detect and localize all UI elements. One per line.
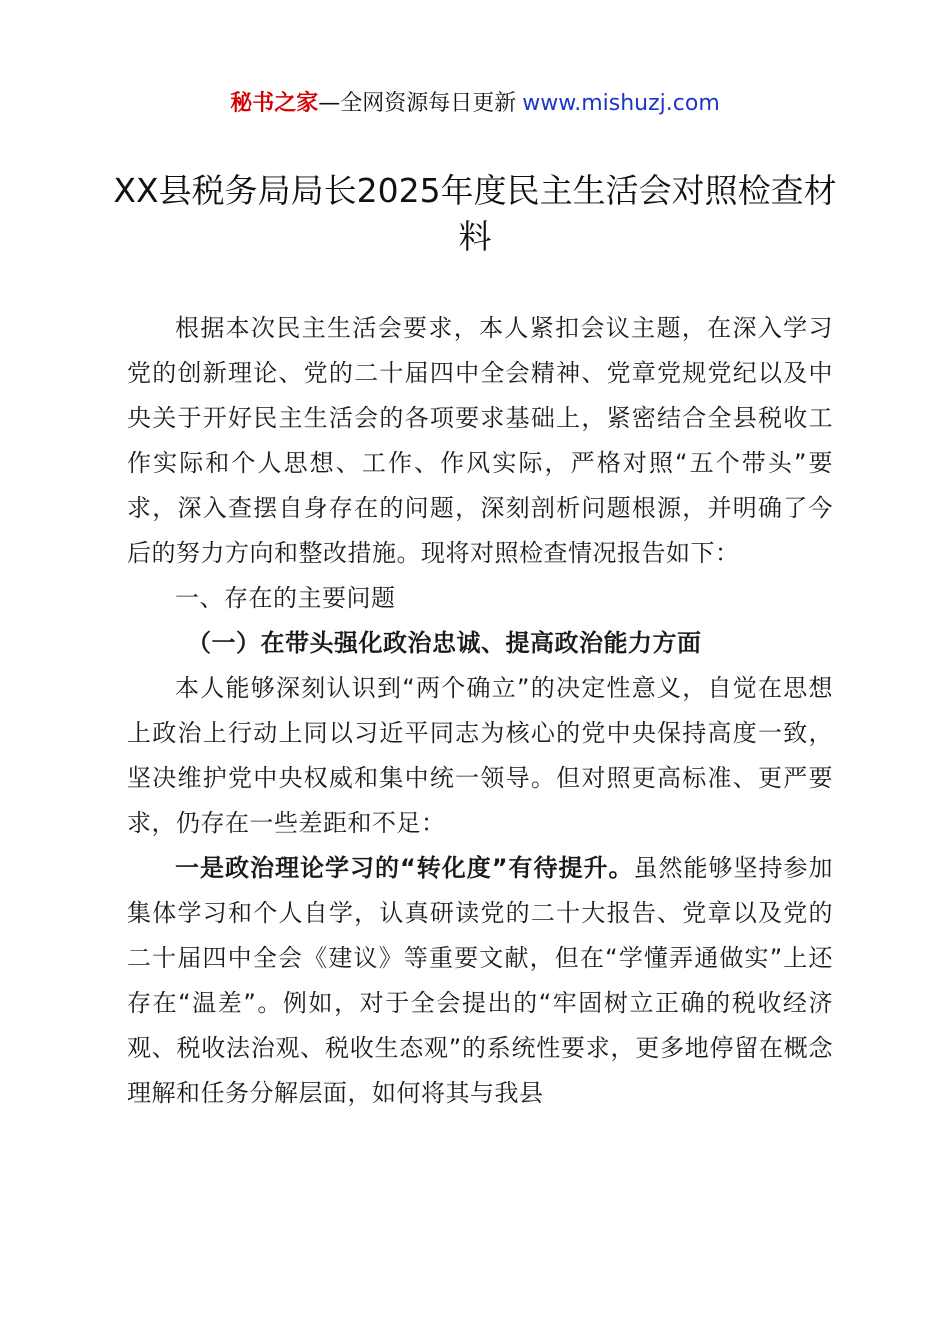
brand-name: 秘书之家	[230, 91, 319, 116]
point-paragraph	[127, 846, 833, 1116]
section-heading: 一、存在的主要问题	[175, 584, 396, 612]
document-body	[127, 306, 833, 1116]
intro-paragraph: 根据本次民主生活会要求，本人紧扣会议主题，在深入学习党的创新理论、党的二十届四中全会精神、党章党规党纪以及中央关于开好民主生活会的各项要求基础上，紧密结合全县税收工作实际和个人思想、工作、作风实际，严格对照“五个带头”要求，深入查摆自身存在的问题，深刻剖析问题根源，并明确了今后的努力方向和整改措施。现将对照检查情况报告如下：	[127, 314, 833, 567]
site-header	[0, 88, 950, 120]
site-url-link[interactable]: www.mishuzj.com	[522, 91, 720, 116]
point-text: 虽然能够坚持参加集体学习和个人自学，认真研读党的二十大报告、党章以及党的二十届四中全会《建议》等重要文献，但在“学懂弄通做实”上还存在“温差”。例如，对于全会提出的“牢固树立正确的税收经济观、税收法治观、税收生态观”的系统性要求，更多地停留在概念理解和任务分解层面，如何将其与我县	[127, 854, 834, 1107]
point-lead: 一是政治理论学习的“转化度”有待提升。	[175, 854, 634, 882]
subsection-heading: （一）在带头强化政治忠诚、提高政治能力方面	[187, 629, 702, 657]
header-tagline: —全网资源每日更新	[318, 91, 517, 116]
document-title: XX县税务局局长2025年度民主生活会对照检查材料	[113, 171, 837, 256]
subsection-paragraph: 本人能够深刻认识到“两个确立”的决定性意义，自觉在思想上政治上行动上同以习近平同志为核心的党中央保持高度一致，坚决维护党中央权威和集中统一领导。但对照更高标准、更严要求，仍存在一些差距和不足：	[127, 674, 833, 837]
